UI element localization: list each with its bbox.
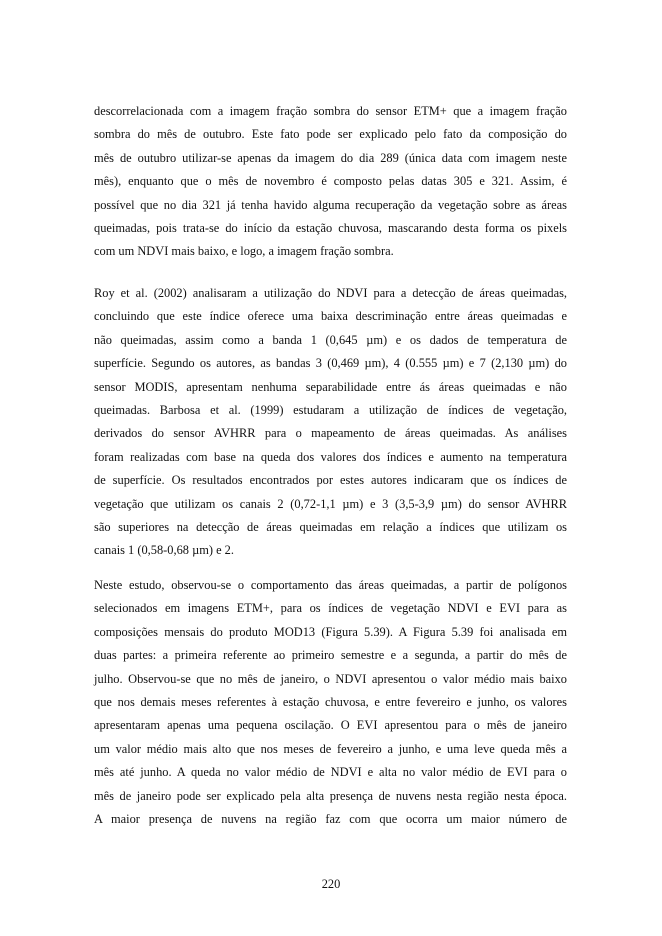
text-line: de superfície. Os resultados encontrados por estes autores indicaram que os índices de [94, 473, 567, 488]
paragraph-3 [94, 574, 567, 831]
text-line: queimadas. Barbosa et al. (1999) estudaram a utilização de índices de vegetação, [94, 402, 567, 417]
text-line: que nos demais meses referentes à estação chuvosa, e entre fevereiro e junho, os valores [94, 694, 567, 709]
text-line: com um NDVI mais baixo, e logo, a imagem fração sombra. [94, 244, 394, 259]
page-number: 220 [321, 877, 341, 891]
text-line: composições mensais do produto MOD13 (Figura 5.39). A Figura 5.39 foi analisada em [94, 624, 567, 639]
text-line: mês), enquanto que o mês de novembro é composto pelas datas 305 e 321. Assim, é [94, 174, 567, 189]
text-line: concluindo que este índice oferece uma baixa descriminação entre áreas queimadas e [94, 309, 567, 324]
text-line: mês de outubro utilizar-se apenas da imagem do dia 289 (única data com imagem neste [94, 150, 567, 165]
text-line: mês de janeiro pode ser explicado pela alta presença de nuvens nesta região nesta época. [94, 788, 567, 803]
text-line: superfície. Segundo os autores, as bandas 3 (0,469 µm), 4 (0.555 µm) e 7 (2,130 µm) do [94, 356, 567, 371]
text-line: sombra do mês de outubro. Este fato pode ser explicado pelo fato da composição do [94, 127, 567, 142]
text-line: queimadas, pois trata-se do início da estação chuvosa, mascarando desta forma os pixels [94, 220, 567, 235]
text-line: derivados do sensor AVHRR para o mapeamento de áreas queimadas. As análises [94, 426, 567, 441]
text-line: são superiores na detecção de áreas queimadas em relação a índices que utilizam os [94, 519, 567, 534]
text-line: canais 1 (0,58-0,68 µm) e 2. [94, 543, 234, 558]
text-line: julho. Observou-se que no mês de janeiro, o NDVI apresentou o valor médio mais baixo [94, 671, 567, 686]
text-line: duas partes: a primeira referente ao primeiro semestre e a segunda, a partir do mês de [94, 648, 567, 663]
text-line: descorrelacionada com a imagem fração sombra do sensor ETM+ que a imagem fração [94, 104, 567, 118]
text-line: Neste estudo, observou-se o comportamento das áreas queimadas, a partir de polígonos [94, 578, 567, 592]
paragraph-1 [94, 100, 567, 264]
text-line: Roy et al. (2002) analisaram a utilização do NDVI para a detecção de áreas queimadas, [94, 286, 567, 300]
text-line: possível que no dia 321 já tenha havido alguma recuperação da vegetação sobre as áreas [94, 197, 567, 212]
text-line: mês até junho. A queda no valor médio de NDVI e alta no valor médio de EVI para o [94, 765, 567, 780]
text-line: apresentaram apenas uma pequena oscilação. O EVI apresentou para o mês de janeiro [94, 718, 567, 733]
text-line: não queimadas, assim como a banda 1 (0,645 µm) e os dados de temperatura de [94, 332, 567, 347]
text-line: um valor médio mais alto que nos meses de fevereiro a junho, e uma leve queda mês a [94, 741, 567, 756]
text-line: selecionados em imagens ETM+, para os índices de vegetação NDVI e EVI para as [94, 601, 567, 616]
text-line: vegetação que utilizam os canais 2 (0,72-1,1 µm) e 3 (3,5-3,9 µm) do sensor AVHRR [94, 496, 567, 511]
text-line: sensor MODIS, apresentam nenhuma separabilidade entre ás áreas queimadas e não [94, 379, 567, 394]
text-line: foram realizadas com base na queda dos valores dos índices e aumento na temperatura [94, 449, 567, 464]
paragraph-2 [94, 282, 567, 563]
text-line: A maior presença de nuvens na região faz com que ocorra um maior número de [94, 811, 567, 826]
